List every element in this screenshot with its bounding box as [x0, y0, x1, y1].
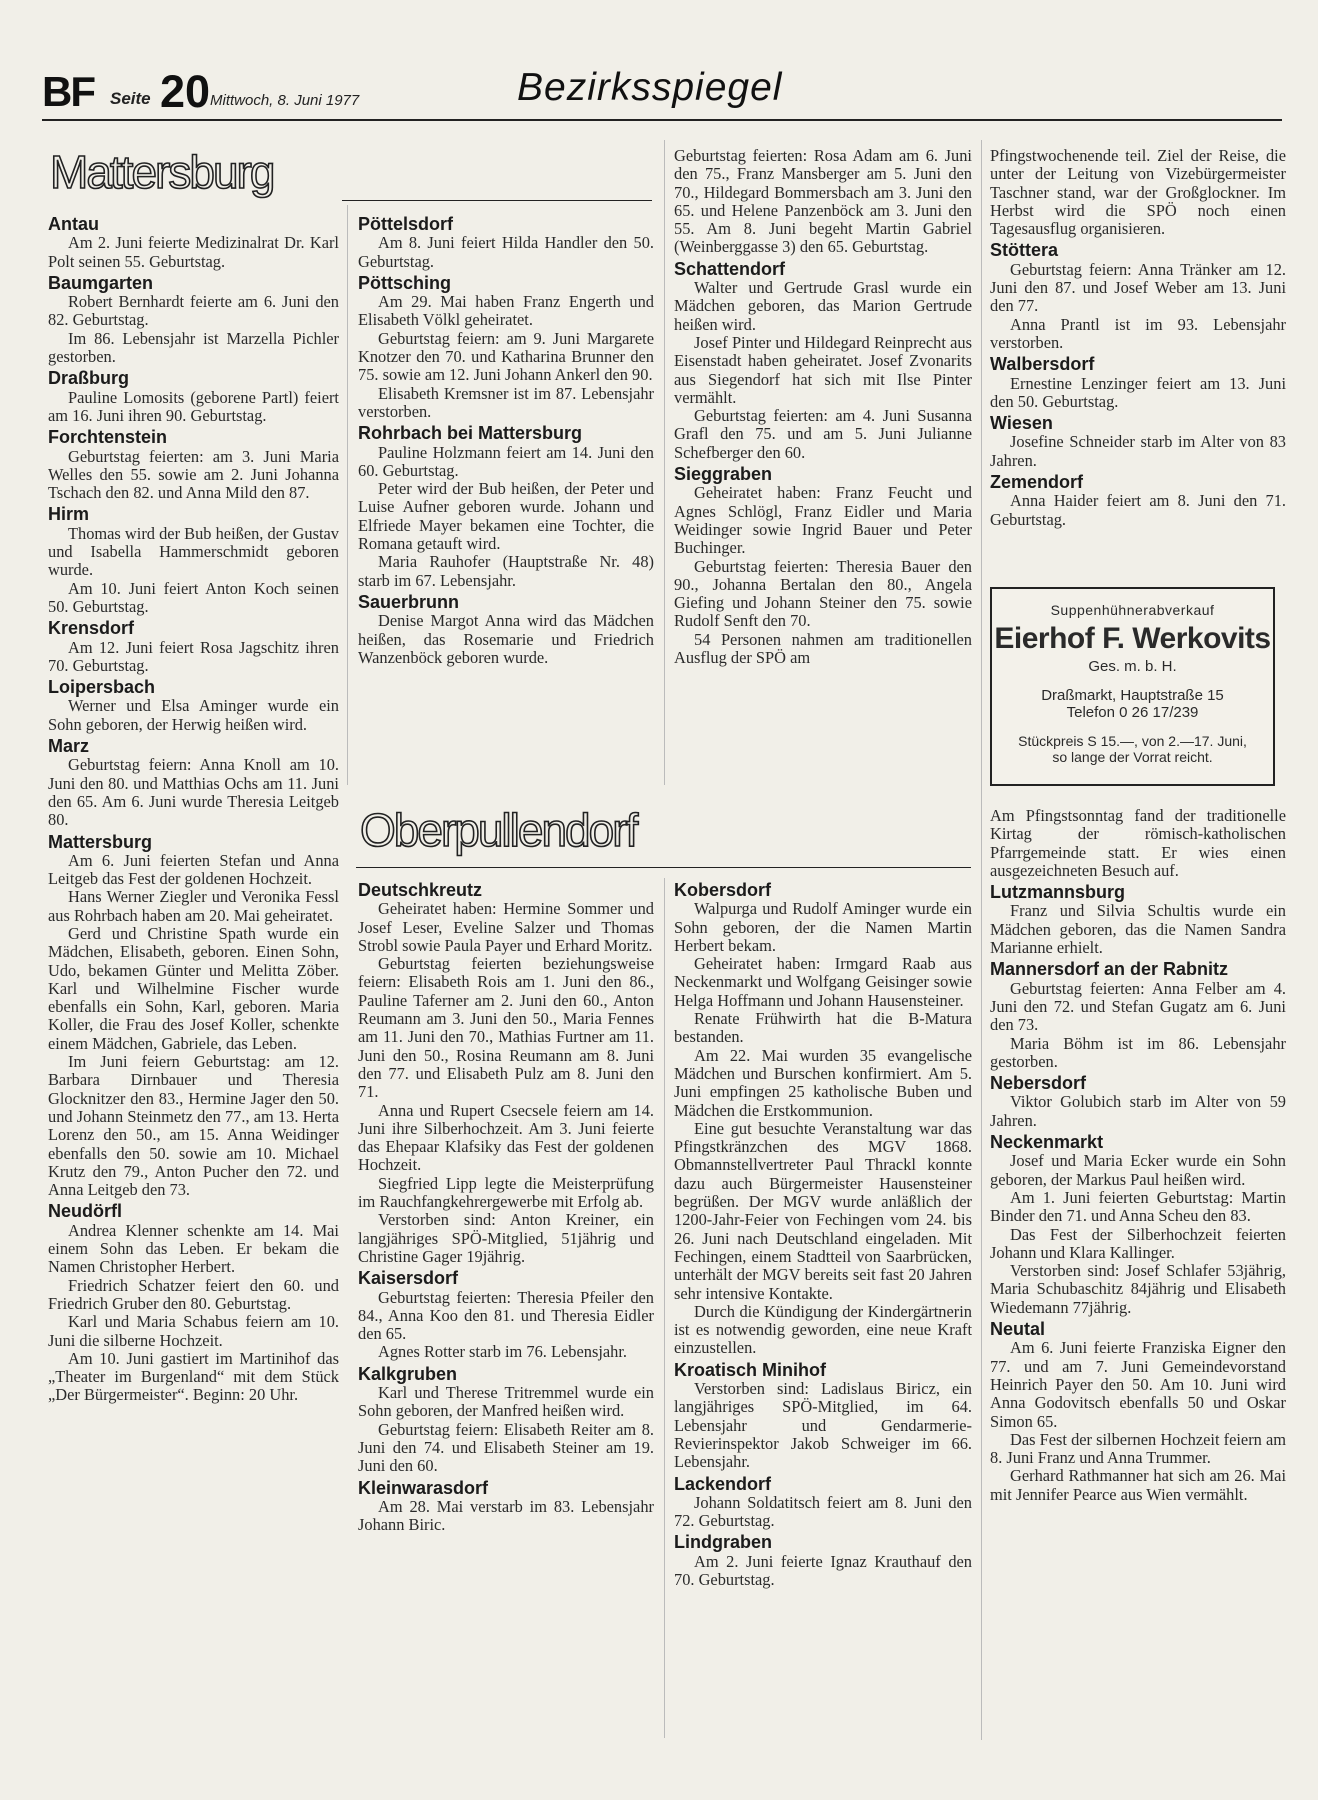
locality-heading-kalkgruben: Kalkgruben	[358, 1363, 458, 1384]
news-paragraph: Im Juni feiern Geburtstag: am 12. Barbara Dirnbauer und Theresia Glocknitzer den 83., Hermine Jager den 50. und Johann Steinmetz den 77., am 13. Herta Lorenz den 50., am 15. Anna Weidinger ebenfalls den 50. sowie am 10. Michael Krutz den 79., Anton Pucher den 72. und Anna Leitgeb den 73.	[48, 1052, 339, 1200]
ad-note: so lange der Vorrat reicht.	[1052, 749, 1213, 765]
locality-heading-wiesen: Wiesen	[990, 413, 1053, 434]
news-paragraph: Am 29. Mai haben Franz Engerth und Elisabeth Völkl geheiratet.	[358, 292, 654, 330]
ad-company: Eierhof F. Werkovits	[994, 622, 1271, 655]
news-paragraph: Walpurga und Rudolf Aminger wurde ein Sohn geboren, der die Namen Martin Herbert bekam.	[674, 899, 972, 955]
column-2-bottom	[358, 878, 654, 1534]
locality-heading-loipersbach: Loipersbach	[48, 677, 156, 698]
news-paragraph: Geburtstag feierten: Theresia Pfeiler den 84., Anna Koo den 81. und Theresia Eidler den 65.	[358, 1287, 654, 1344]
column-1	[48, 212, 339, 1405]
news-paragraph: Verstorben sind: Anton Kreiner, ein langjähriges SPÖ-Mitglied, 51jährig und Christine Gager 19jährig.	[358, 1210, 654, 1266]
header-rule	[42, 119, 1282, 121]
locality-heading-schattendorf: Schattendorf	[674, 258, 786, 279]
news-paragraph: Pfingstwochenende teil. Ziel der Reise, die unter der Leitung von Vizebürgermeister Taschner stand, war der Großglockner. Im Herbst wird die SPÖ noch einen Tagesausflug organisieren.	[990, 146, 1286, 239]
news-paragraph: Im 86. Lebensjahr ist Marzella Pichler gestorben.	[48, 328, 339, 367]
locality-heading-stoettera: Stöttera	[990, 240, 1059, 261]
locality-heading-marz: Marz	[48, 736, 90, 757]
locality-heading-nebersdorf: Nebersdorf	[990, 1073, 1087, 1094]
section-rule-mattersburg	[342, 200, 652, 201]
locality-heading-lackendorf: Lackendorf	[674, 1473, 772, 1494]
news-paragraph: Walter und Gertrude Grasl wurde ein Mädchen geboren, das Marion Gertrude heißen wird.	[674, 278, 972, 334]
news-paragraph: Geburtstag feierten: Rosa Adam am 6. Juni den 75., Franz Mansberger am 5. Juni den 70., Hildegard Bommersbach am 3. Juni den 65. und Helene Panzenböck am 3. Juni den 55. Am 8. Juni begeht Martin Gabriel (Weinberggasse 3) den 65. Geburtstag.	[674, 146, 972, 257]
news-paragraph: Karl und Therese Tritremmel wurde ein Sohn geboren, der Manfred heißen wird.	[358, 1383, 654, 1421]
news-paragraph: Am 12. Juni feiert Rosa Jagschitz ihren 70. Geburtstag.	[48, 637, 339, 675]
column-3-top	[674, 147, 972, 667]
news-paragraph: Am Pfingstsonntag fand der traditionelle Kirtag der römisch-katholischen Pfarrgemeinde statt. Er wies einen ausgezeichneten Besuch auf.	[990, 806, 1286, 880]
locality-heading-antau: Antau	[48, 214, 99, 234]
locality-heading-neudoerfl: Neudörfl	[48, 1201, 122, 1222]
locality-heading-krensdorf: Krensdorf	[48, 618, 135, 639]
news-paragraph: Maria Rauhofer (Hauptstraße Nr. 48) starb im 67. Lebensjahr.	[358, 552, 654, 590]
advertisement-eierhof	[990, 587, 1275, 786]
news-paragraph: Geburtstag feiern: am 9. Juni Margarete Knotzer den 70. und Katharina Brunner den 75. sowie am 12. Juni Johann Ankerl den 90.	[358, 328, 654, 385]
news-paragraph: Josefine Schneider starb im Alter von 83 Jahren.	[990, 432, 1286, 470]
column-separator	[664, 140, 665, 785]
news-paragraph: Karl und Maria Schabus feiern am 10. Juni die silberne Hochzeit.	[48, 1312, 339, 1350]
news-paragraph: Am 2. Juni feierte Ignaz Krauthauf den 70. Geburtstag.	[674, 1551, 972, 1589]
locality-heading-drassburg: Draßburg	[48, 368, 129, 389]
news-paragraph: Robert Bernhardt feierte am 6. Juni den 82. Geburtstag.	[48, 292, 339, 330]
news-paragraph: Geburtstag feierten: am 4. Juni Susanna Grafl den 75. und am 5. Juni Julianne Schefberger den 60.	[674, 406, 972, 462]
news-paragraph: Geburtstag feiern: Anna Tränker am 12. Juni den 87. und Josef Weber am 13. Juni den 77.	[990, 259, 1286, 316]
locality-heading-walbersdorf: Walbersdorf	[990, 354, 1095, 375]
section-title: Bezirksspiegel	[517, 66, 783, 109]
ad-headline: Suppenhühnerabverkauf	[1050, 602, 1215, 618]
issue-date: Mittwoch, 8. Juni 1977	[210, 92, 360, 109]
news-paragraph: Agnes Rotter starb im 76. Lebensjahr.	[378, 1342, 627, 1362]
locality-heading-rohrbach-bei-mattersburg: Rohrbach bei Mattersburg	[358, 423, 583, 444]
column-separator	[664, 878, 665, 1738]
news-paragraph: Pauline Lomosits (geborene Partl) feiert am 16. Juni ihren 90. Geburtstag.	[48, 387, 339, 425]
column-separator	[347, 205, 348, 785]
locality-heading-neutal: Neutal	[990, 1319, 1046, 1340]
locality-heading-hirm: Hirm	[48, 504, 90, 525]
news-paragraph: Hans Werner Ziegler und Veronika Fessl aus Rohrbach haben am 20. Mai geheiratet.	[48, 887, 339, 925]
news-paragraph: Anna und Rupert Csecsele feiern am 14. Juni ihre Silberhochzeit. Am 3. Juni feierte das Ehepaar Klafsiky das Fest der goldenen Hochzeit.	[358, 1100, 654, 1175]
locality-heading-lindgraben: Lindgraben	[674, 1532, 772, 1553]
news-paragraph: Am 10. Juni feiert Anton Koch seinen 50. Geburtstag.	[48, 578, 339, 616]
locality-heading-sauerbrunn: Sauerbrunn	[358, 591, 460, 612]
news-paragraph: Denise Margot Anna wird das Mädchen heißen, das Rosemarie und Friedrich Wanzenböck geboren wurde.	[358, 611, 654, 667]
news-paragraph: Andrea Klenner schenkte am 14. Mai einem Sohn das Leben. Er bekam die Namen Christopher Herbert.	[48, 1220, 339, 1277]
news-paragraph: Geburtstag feierten: Anna Felber am 4. Juni den 72. und Stefan Gugatz am 6. Juni den 73.	[990, 978, 1286, 1035]
news-paragraph: Renate Frühwirth hat die B-Matura bestanden.	[674, 1009, 972, 1047]
column-3-bottom	[674, 878, 972, 1589]
news-paragraph: Am 2. Juni feierte Medizinalrat Dr. Karl Polt seinen 55. Geburtstag.	[48, 233, 339, 271]
column-4-bottom	[990, 807, 1286, 1504]
news-paragraph: Anna Prantl ist im 93. Lebensjahr verstorben.	[990, 314, 1286, 352]
ad-phone: Telefon 0 26 17/239	[1066, 704, 1199, 721]
news-paragraph: Geburtstag feierten: Theresia Bauer den 90., Johanna Bertalan den 80., Angela Giefing und Johann Steiner den 75. sowie Rudolf Senft den 70.	[674, 556, 972, 631]
news-paragraph: Ernestine Lenzinger feiert am 13. Juni den 50. Geburtstag.	[990, 373, 1286, 411]
news-paragraph: Geburtstag feierten beziehungsweise feiern: Elisabeth Rois am 1. Juni den 86., Pauline Taferner am 2. Juni den 60., Anton Reumann am 3. Juni den 50., Maria Fennes am 11. Juni den 70., Mathias Furtner am 11. Juni den 50., Rosina Reumann am 8. Juni den 77. und Elisabeth Pulz am 8. Juni den 71.	[358, 954, 654, 1102]
news-paragraph: Geburtstag feierten: am 3. Juni Maria Welles den 55. sowie am 2. Juni Johanna Tschach den 82. und Anna Mild den 87.	[48, 446, 339, 503]
news-paragraph: Am 10. Juni gastiert im Martinihof das „Theater im Burgenland“ mit dem Stück „Der Bürgermeister“. Beginn: 20 Uhr.	[48, 1348, 339, 1405]
news-paragraph: Thomas wird der Bub heißen, der Gustav und Isabella Hammerschmidt geboren wurde.	[48, 523, 339, 580]
locality-heading-lutzmannsburg: Lutzmannsburg	[990, 882, 1125, 903]
newspaper-logo: BF	[42, 68, 94, 115]
news-paragraph: Am 28. Mai verstarb im 83. Lebensjahr Johann Biric.	[358, 1496, 654, 1535]
news-paragraph: Am 22. Mai wurden 35 evangelische Mädchen und Burschen konfirmiert. Am 5. Juni empfingen 25 katholische Buben und Mädchen die Erstkommunion.	[674, 1045, 972, 1120]
news-paragraph: Elisabeth Kremsner ist im 87. Lebensjahr verstorben.	[358, 383, 654, 421]
column-4-top	[990, 147, 1286, 529]
news-paragraph: Pauline Holzmann feiert am 14. Juni den 60. Geburtstag.	[358, 442, 654, 480]
section-heading-mattersburg: Mattersburg	[50, 146, 274, 198]
news-paragraph: Das Fest der Silberhochzeit feierten Johann und Klara Kallinger.	[990, 1224, 1286, 1262]
locality-heading-kroatisch-minihof: Kroatisch Minihof	[674, 1359, 826, 1380]
news-paragraph: Viktor Golubich starb im Alter von 59 Jahren.	[990, 1092, 1286, 1130]
locality-heading-kleinwarasdorf: Kleinwarasdorf	[358, 1477, 489, 1498]
news-paragraph: Gerhard Rathmanner hat sich am 26. Mai mit Jennifer Pearce aus Wien vermählt.	[990, 1466, 1286, 1504]
locality-heading-sieggraben: Sieggraben	[674, 464, 773, 485]
locality-heading-poettelsdorf: Pöttelsdorf	[358, 214, 454, 234]
news-paragraph: Johann Soldatitsch feiert am 8. Juni den 72. Geburtstag.	[674, 1492, 972, 1531]
news-paragraph: Josef Pinter und Hildegard Reinprecht aus Eisenstadt haben geheiratet. Josef Zvonarits aus Siegendorf hat sich mit Ilse Pinter vermählt.	[674, 332, 972, 407]
news-paragraph: Geburtstag feiern: Anna Knoll am 10. Juni den 80. und Matthias Ochs am 11. Juni den 65. Am 6. Juni wurde Theresia Leitgeb 80.	[48, 755, 339, 830]
locality-heading-neckenmarkt: Neckenmarkt	[990, 1132, 1104, 1153]
locality-heading-mattersburg: Mattersburg	[48, 831, 153, 852]
locality-heading-kobersdorf: Kobersdorf	[674, 880, 772, 900]
news-paragraph: Werner und Elsa Aminger wurde ein Sohn geboren, der Herwig heißen wird.	[48, 696, 339, 734]
column-2-top	[358, 212, 654, 667]
locality-heading-baumgarten: Baumgarten	[48, 272, 154, 293]
news-paragraph: Das Fest der silbernen Hochzeit feiern am 8. Juni Franz und Anna Trummer.	[990, 1429, 1286, 1468]
news-paragraph: Josef und Maria Ecker wurde ein Sohn geboren, der Markus Paul heißen wird.	[990, 1151, 1286, 1189]
news-paragraph: Am 8. Juni feiert Hilda Handler den 50. Geburtstag.	[358, 233, 654, 271]
section-rule-oberpullendorf	[356, 867, 971, 868]
locality-heading-zemendorf: Zemendorf	[990, 472, 1084, 493]
news-paragraph: Maria Böhm ist im 86. Lebensjahr gestorben.	[990, 1033, 1286, 1071]
news-paragraph: Durch die Kündigung der Kindergärtnerin ist es notwendig geworden, eine neue Kraft einzustellen.	[674, 1301, 972, 1358]
page-label: Seite	[110, 89, 151, 108]
news-paragraph: Verstorben sind: Ladislaus Biricz, ein langjähriges SPÖ-Mitglied, im 64. Lebensjahr und Gendarmerie-Revierinspektor Jakob Schweiger im 66. Lebensjahr.	[674, 1379, 972, 1472]
locality-heading-forchtenstein: Forchtenstein	[48, 427, 168, 448]
ad-address: Draßmarkt, Hauptstraße 15	[1041, 687, 1224, 704]
ad-company-form: Ges. m. b. H.	[1088, 658, 1177, 675]
news-paragraph: Friedrich Schatzer feiert den 60. und Friedrich Gruber den 80. Geburtstag.	[48, 1275, 339, 1313]
news-paragraph: Anna Haider feiert am 8. Juni den 71. Geburtstag.	[990, 491, 1286, 529]
column-separator	[981, 140, 982, 1740]
news-paragraph: Gerd und Christine Spath wurde ein Mädchen, Elisabeth, geboren. Einen Sohn, Udo, bekamen Günter und Melitta Zöber. Karl und Wilhelmine Fischer wurde ebenfalls ein Sohn, Karl, geboren. Maria Koller, die Frau des Josef Koller, schenkte einem Mädchen, Gabriele, das Leben.	[48, 923, 339, 1053]
news-paragraph: Am 6. Juni feierten Stefan und Anna Leitgeb das Fest der goldenen Hochzeit.	[48, 850, 339, 889]
news-paragraph: Siegfried Lipp legte die Meisterprüfung im Rauchfangkehrergewerbe mit Erfolg ab.	[358, 1173, 654, 1212]
locality-heading-deutschkreutz: Deutschkreutz	[358, 880, 483, 900]
news-paragraph: Am 1. Juni feierten Geburtstag: Martin Binder den 71. und Anna Scheu den 83.	[990, 1187, 1286, 1226]
news-paragraph: Verstorben sind: Josef Schlafer 53jährig, Maria Schubaschitz 84jährig und Elisabeth Wiedemann 77jährig.	[990, 1261, 1286, 1317]
news-paragraph: Peter wird der Bub heißen, der Peter und Luise Aufner geboren wurde. Johann und Elfriede Mayer bekamen eine Tochter, die Romana getauft wird.	[358, 479, 654, 554]
ad-price: Stückpreis S 15.—, von 2.—17. Juni,	[1018, 733, 1247, 749]
section-heading-oberpullendorf: Oberpullendorf	[360, 804, 637, 856]
news-paragraph: Geheiratet haben: Hermine Sommer und Josef Leser, Eveline Salzer und Thomas Strobl sowie Paula Payer und Erhard Moritz.	[358, 899, 654, 955]
news-paragraph: Am 6. Juni feierte Franziska Eigner den 77. und am 7. Juni Gemeindevorstand Heinrich Payer den 50. Am 10. Juni wird Anna Godovitsch ebenfalls 50 und Oskar Simon 65.	[990, 1338, 1286, 1431]
news-paragraph: Geheiratet haben: Franz Feucht und Agnes Schlögl, Franz Eidler und Maria Weidinger sowie Ingrid Bauer und Peter Buchinger.	[674, 483, 972, 558]
locality-heading-kaisersdorf: Kaisersdorf	[358, 1268, 459, 1289]
news-paragraph: Geheiratet haben: Irmgard Raab aus Neckenmarkt und Wolfgang Geisinger sowie Helga Hoffmann und Johann Hausensteiner.	[674, 954, 972, 1010]
page-header	[42, 52, 1282, 120]
news-paragraph: Eine gut besuchte Veranstaltung war das Pfingstkränzchen des MGV 1868. Obmannstellvertreter Paul Thrackl konnte dazu auch Bürgermeister Hausensteiner begrüßen. Der MGV wurde anläßlich der 1200-Jahr-Feier von Fechingen vom 24. bis 26. Juni nach Deutschland eingeladen. Mit Fechingen, einem Stadtteil von Saarbrücken, unterhält der MGV bereits seit fast 20 Jahren sehr intensive Kontakte.	[674, 1118, 972, 1303]
news-paragraph: Geburtstag feiern: Elisabeth Reiter am 8. Juni den 74. und Elisabeth Steiner am 19. Juni den 60.	[358, 1419, 654, 1476]
news-paragraph: 54 Personen nahmen am traditionellen Ausflug der SPÖ am	[674, 629, 972, 668]
news-paragraph: Franz und Silvia Schultis wurde ein Mädchen geboren, das die Namen Sandra Marianne erhielt.	[990, 901, 1286, 958]
locality-heading-poettsching: Pöttsching	[358, 272, 451, 293]
page-number: 20	[160, 66, 211, 117]
locality-heading-mannersdorf-an-der-rabnitz: Mannersdorf an der Rabnitz	[990, 959, 1229, 980]
